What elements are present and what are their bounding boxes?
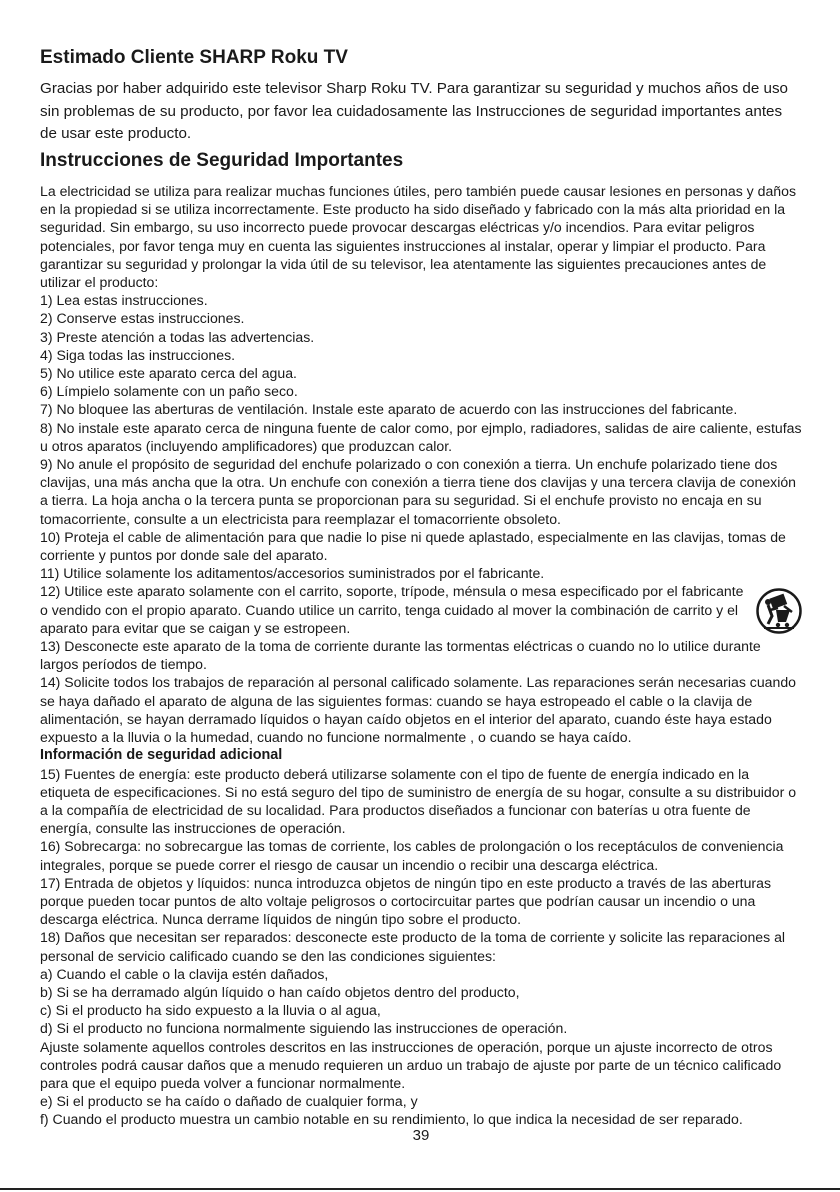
list-item: 3) Preste atención a todas las advertencias. (40, 328, 315, 345)
section-intro: La electricidad se utiliza para realizar muchas funciones útiles, pero también puede causar lesiones en personas y daños en la propiedad si se utiliza incorrectamente. Este producto ha sido diseñado y fabricado con la más alta prioridad en la seguridad. Sin embargo, su uso incorrecto puede provocar descargas eléctricas y/o incendios. Para evitar peligros potenciales, por favor tenga muy en cuenta las siguientes instrucciones al instalar, operar y limpiar el producto. Para garantizar su seguridad y prolongar la vida útil de su televisor, lea atentamente las siguientes precauciones antes de utilizar el producto: (40, 183, 797, 291)
list-item: 11) Utilice solamente los aditamentos/accesorios suministrados por el fabricante. (40, 565, 545, 582)
list-item: 18) Daños que necesitan ser reparados: desconecte este producto de la toma de corriente y solicite las reparaciones al personal de servicio calificado cuando se den las condiciones siguientes: (40, 929, 786, 964)
sub-list-item: a) Cuando el cable o la clavija estén dañados, (40, 965, 329, 982)
list-item: 9) No anule el propósito de seguridad del enchufe polarizado o con conexión a tierra. Un enchufe polarizado tiene dos clavijas, una más ancha que la otra. Un enchufe con conexión a tierra tiene dos clavijas y una tercera clavija de conexión a tierra. La hoja ancha o la tercera punta se proporcionan para su seguridad. Si el enchufe provisto no encaja en su tomacorriente, consulte a un electricista para reemplazar el tomacorriente obsoleto. (40, 456, 797, 527)
list-item: 5) No utilice este aparato cerca del agua. (40, 365, 297, 382)
list-item: 1) Lea estas instrucciones. (40, 292, 208, 309)
list-item: 15) Fuentes de energía: este producto deberá utilizarse solamente con el tipo de fuente de energía indicado en la etiqueta de especificaciones. Si no está seguro del tipo de suministro de energía de su hogar, consulte a su distribuidor o a la compañía de electricidad de su localidad. Para productos diseñados a funcionar con baterías u otra fuente de energía, consulte las instrucciones de operación. (40, 765, 797, 837)
sub-list-item: d) Si el producto no funciona normalmente siguiendo las instrucciones de operación. (40, 1020, 568, 1037)
list-item: 14) Solicite todos los trabajos de reparación al personal calificado solamente. Las reparaciones serán necesarias cuando se haya dañado el aparato de alguna de las siguientes formas: cuando se haya estropeado el cable o la clavija de alimentación, se hayan derramado líquidos o hayan caído objetos en el interior del aparato, cuando éste haya estado expuesto a la lluvia o la humedad, cuando no funcione normalmente , o cuando se haya caído. (40, 674, 797, 746)
section-body (40, 182, 802, 1129)
list-item: 6) Límpielo solamente con un paño seco. (40, 383, 298, 400)
sub-list-item: e) Si el producto se ha caído o dañado de cualquier forma, y (40, 1093, 418, 1110)
subsection-title: Información de seguridad adicional (40, 747, 283, 764)
list-item: 2) Conserve estas instrucciones. (40, 310, 245, 327)
cart-tip-over-warning-icon (756, 588, 802, 634)
sub-list-item: b) Si se ha derramado algún líquido o han caído objetos dentro del producto, (40, 983, 520, 1000)
section-title: Instrucciones de Seguridad Importantes (40, 150, 404, 171)
list-item: 13) Desconecte este aparato de la toma de corriente durante las tormentas eléctricas o cuando no lo utilice durante largos períodos de tiempo. (40, 638, 761, 673)
list-item: 16) Sobrecarga: no sobrecargue las tomas de corriente, los cables de prolongación o los receptáculos de conveniencia integrales, porque se puede correr el riesgo de causar un incendio o recibir una descarga eléctrica. (40, 838, 784, 873)
page-number: 39 (412, 1127, 430, 1144)
adjust-note: Ajuste solamente aquellos controles descritos en las instrucciones de operación, porque un ajuste incorrecto de otros controles podrá causar daños que a menudo requieren un arduo un trabajo de ajuste por parte de un técnico calificado para que el equipo pueda volver a funcionar normalmente. (40, 1038, 782, 1091)
list-item: 7) No bloquee las aberturas de ventilación. Instale este aparato de acuerdo con las instrucciones del fabricante. (40, 401, 738, 418)
list-item: 4) Siga todas las instrucciones. (40, 346, 236, 363)
sub-list-item: f) Cuando el producto muestra un cambio notable en su rendimiento, lo que indica la necesidad de ser reparado. (40, 1111, 743, 1128)
list-item: 8) No instale este aparato cerca de ninguna fuente de calor como, por ejmplo, radiadores, salidas de aire caliente, estufas u otros aparatos (incluyendo amplificadores) que produzcan calor. (40, 419, 802, 454)
list-item: 12) Utilice este aparato solamente con el carrito, soporte, trípode, ménsula o mesa especificado por el fabricante o vendido con el propio aparato. Cuando utilice un carrito, tenga cuidado al mover la combinación de carrito y el aparato para evitar que se caigan y se estropeen. (40, 583, 744, 636)
list-item-with-icon (40, 582, 802, 637)
list-item: 10) Proteja el cable de alimentación para que nadie lo pise ni quede aplastado, especialmente en las clavijas, tomas de corriente y puntos por donde sale del aparato. (40, 528, 786, 564)
list-item: 17) Entrada de objetos y líquidos: nunca introduzca objetos de ningún tipo en este producto a través de las aberturas porque pueden tocar puntos de alto voltaje peligrosos o cortocircuitar partes que podrían causar un incendio o una descarga eléctrica. Nunca derrame líquidos de ningún tipo sobre el producto. (40, 874, 772, 928)
page-title: Estimado Cliente SHARP Roku TV (40, 47, 348, 68)
sub-list-item: c) Si el producto ha sido expuesto a la lluvia o al agua, (40, 1002, 381, 1019)
intro-paragraph: Gracias por haber adquirido este televisor Sharp Roku TV. Para garantizar su seguridad y muchos años de uso sin problemas de su producto, por favor lea cuidadosamente las Instrucciones de seguridad importantes antes de usar este producto. (40, 80, 788, 142)
bottom-divider (0, 1188, 840, 1190)
